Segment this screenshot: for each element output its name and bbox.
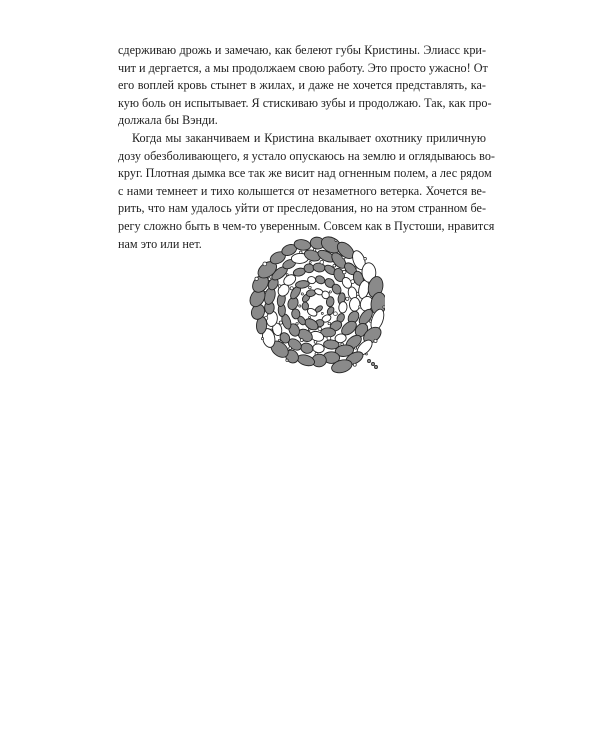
- pebble: [321, 312, 323, 314]
- pebble: [289, 347, 292, 350]
- pebble: [371, 362, 374, 365]
- pebble: [383, 306, 385, 308]
- pebble: [308, 329, 310, 331]
- stone: [314, 274, 326, 285]
- text-line: кую боль он испытывает. Я стискиваю зубы и продолжаю. Так, как про-: [118, 95, 492, 110]
- pebble: [255, 277, 258, 280]
- pebble: [374, 365, 377, 368]
- stone: [313, 262, 326, 272]
- text-line: должала бы Вэнди.: [118, 113, 218, 128]
- pebble: [300, 339, 303, 342]
- pebble: [374, 339, 377, 342]
- pebble: [355, 347, 357, 349]
- stone: [296, 353, 316, 368]
- pebble: [328, 322, 331, 325]
- pebble: [279, 321, 282, 324]
- stone: [349, 297, 360, 311]
- pebble: [346, 297, 349, 300]
- stone: [300, 342, 314, 355]
- stone: [291, 308, 300, 319]
- text-line: чит и дергается, а мы продолжаем свою работу. Это просто ужасно! От: [118, 60, 488, 75]
- pebble: [364, 257, 367, 260]
- pebble: [335, 239, 337, 241]
- stone: [312, 343, 324, 353]
- pebble: [320, 260, 324, 264]
- pebble: [261, 338, 263, 340]
- pebble: [314, 341, 317, 344]
- paragraph-1: [118, 42, 492, 130]
- pebble: [309, 262, 311, 264]
- stone: [304, 264, 314, 273]
- text-line: с нами темнеет и тихо колышется от незаметного ветерка. Хочется ве-: [118, 183, 486, 198]
- text-line: дозу обезболивающего, я устало опускаюсь на землю и оглядываюсь во-: [118, 148, 495, 163]
- pebble: [334, 312, 338, 316]
- text-line: круг. Плотная дымка все так же висит над огненным полем, а лес рядом: [118, 166, 492, 181]
- pebble: [309, 286, 312, 289]
- stone: [302, 302, 309, 310]
- pebble: [300, 251, 303, 254]
- pebble: [286, 274, 288, 276]
- pebble: [299, 305, 301, 307]
- text-line: сдерживаю дрожь и замечаю, как белеют губы Кристины. Элиасс кри-: [118, 43, 486, 57]
- pebble: [309, 316, 311, 318]
- text-line: Когда мы заканчиваем и Кристина вкалывает охотнику приличную: [132, 130, 486, 145]
- text-line: его воплей кровь стынет в жилах, и даже не хочется представлять, ка-: [118, 78, 486, 93]
- pebble: [263, 262, 267, 266]
- text-line: регу сложно быть в чем-то уверенным. Совсем как в Пустоши, нравится: [118, 218, 495, 233]
- pebble: [301, 293, 303, 295]
- pebble: [290, 287, 293, 290]
- pebble: [286, 359, 288, 361]
- pebble: [367, 359, 370, 362]
- stone-spiral-icon: [245, 235, 385, 380]
- body-text: [118, 42, 495, 253]
- text-line: нам это или нет.: [118, 236, 202, 251]
- pebble: [353, 363, 356, 366]
- pebble: [343, 270, 346, 273]
- text-line: рить, что нам удалось уйти от преследования, но на этом странном бе-: [118, 201, 486, 216]
- pebble: [278, 285, 281, 288]
- pebble: [366, 353, 368, 355]
- pebble: [329, 291, 331, 293]
- stone-spiral: [247, 235, 385, 375]
